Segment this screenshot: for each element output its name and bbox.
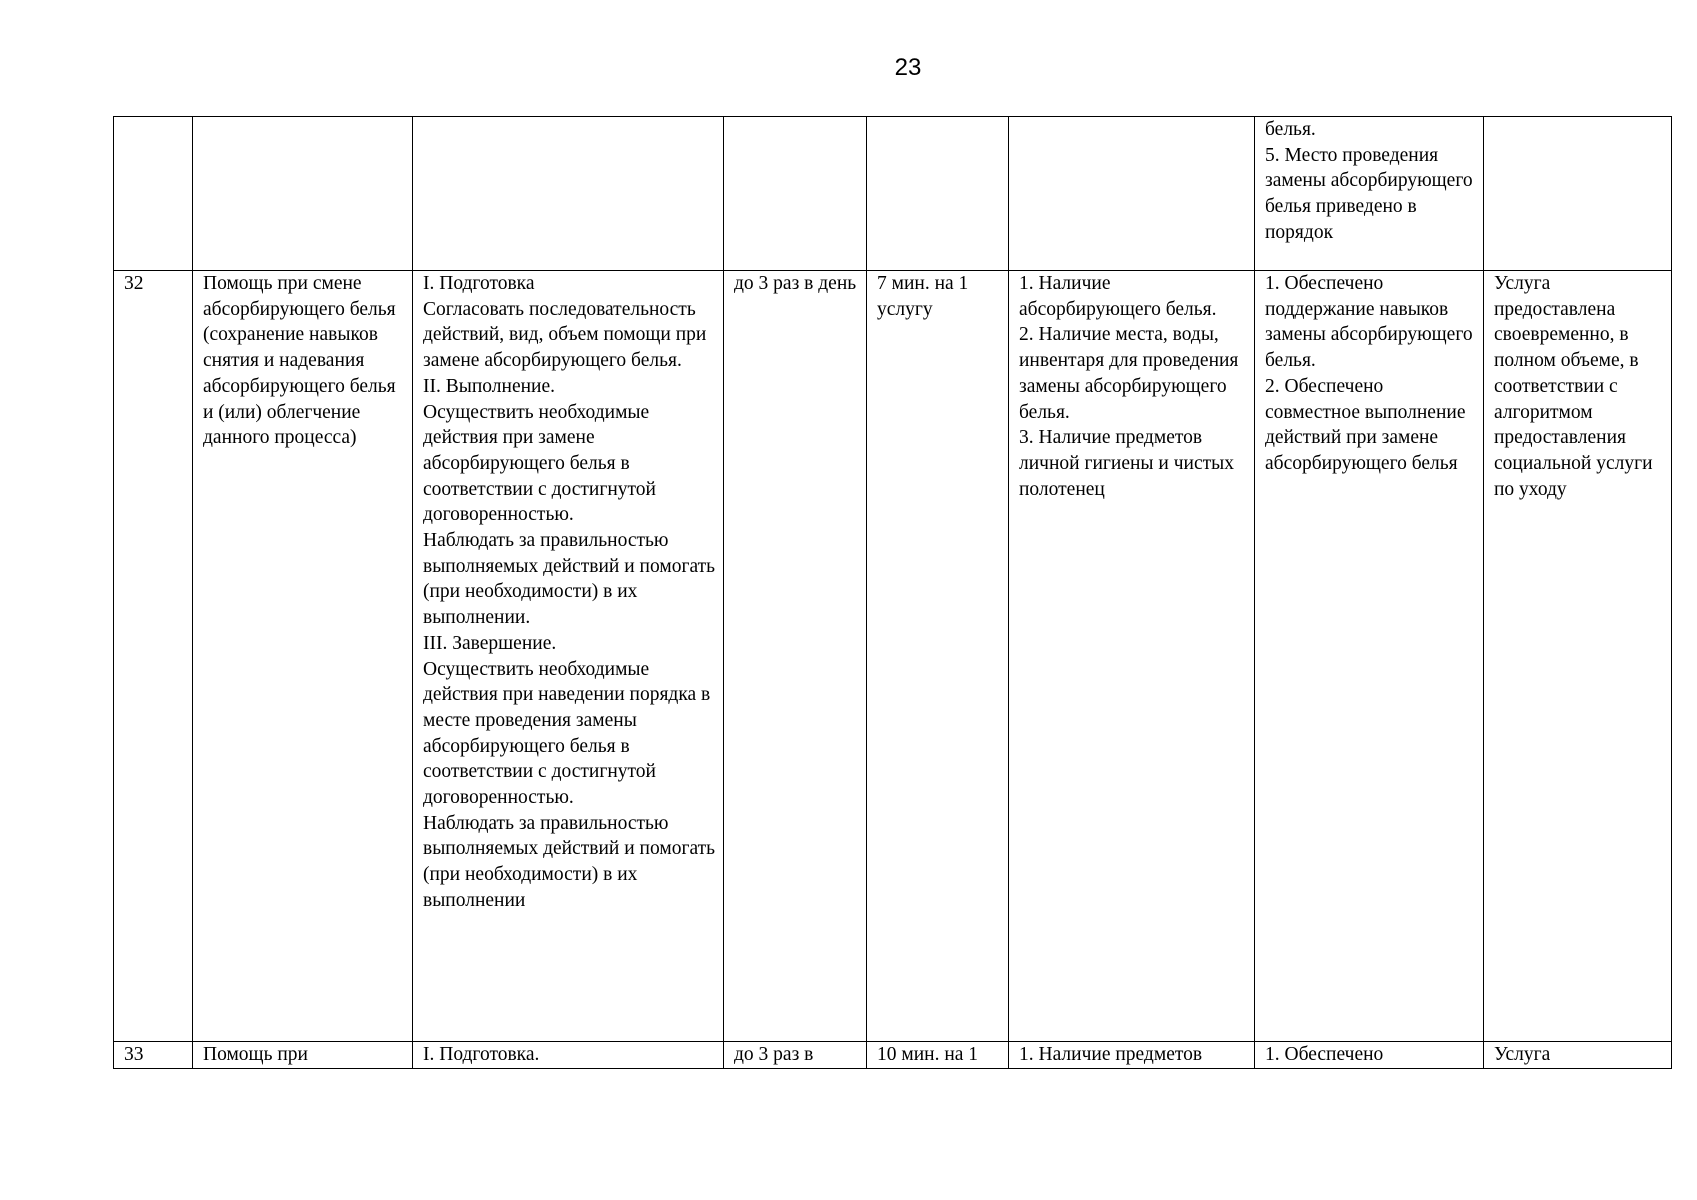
cell-content: I. Подготовка.	[413, 1042, 724, 1069]
cell-num: 33	[114, 1042, 193, 1069]
cell-frequency: до 3 раз в	[724, 1042, 867, 1069]
cell-evaluation	[1484, 117, 1672, 271]
table-row	[114, 271, 1672, 1042]
cell-conditions	[1009, 117, 1255, 271]
cell-evaluation: Услуга	[1484, 1042, 1672, 1069]
cell-time: 7 мин. на 1 услугу	[867, 271, 1009, 1042]
cell-time	[867, 117, 1009, 271]
cell-conditions: 1. Наличие предметов	[1009, 1042, 1255, 1069]
services-table	[113, 116, 1672, 1069]
cell-service: Помощь при смене абсорбирующего белья (сохранение навыков снятия и надевания абсорбирующего белья и (или) облегчение данного процесса)	[193, 271, 413, 1042]
cell-num	[114, 117, 193, 271]
cell-content	[413, 117, 724, 271]
cell-conditions: 1. Наличие абсорбирующего белья. 2. Наличие места, воды, инвентаря для проведения замены абсорбирующего белья. 3. Наличие предметов личной гигиены и чистых полотенец	[1009, 271, 1255, 1042]
table-row	[114, 117, 1672, 271]
cell-indicators: 1. Обеспечено	[1255, 1042, 1484, 1069]
cell-service	[193, 117, 413, 271]
cell-time: 10 мин. на 1	[867, 1042, 1009, 1069]
cell-service: Помощь при	[193, 1042, 413, 1069]
page-number: 23	[894, 54, 922, 81]
table-row	[114, 1042, 1672, 1069]
cell-content: I. Подготовка Согласовать последовательность действий, вид, объем помощи при замене абсорбирующего белья. II. Выполнение. Осуществить необходимые действия при замене абсорбирующего белья в соответствии с достигнутой договоренностью. Наблюдать за правильностью выполняемых действий и помогать (при необходимости) в их выполнении. III. Завершение. Осуществить необходимые действия при наведении порядка в месте проведения замены абсорбирующего белья в соответствии с достигнутой договоренностью. Наблюдать за правильностью выполняемых действий и помогать (при необходимости) в их выполнении	[413, 271, 724, 1042]
cell-evaluation: Услуга предоставлена своевременно, в полном объеме, в соответствии с алгоритмом предоставления социальной услуги по уходу	[1484, 271, 1672, 1042]
cell-indicators: белья. 5. Место проведения замены абсорбирующего белья приведено в порядок	[1255, 117, 1484, 271]
cell-indicators: 1. Обеспечено поддержание навыков замены абсорбирующего белья. 2. Обеспечено совместное выполнение действий при замене абсорбирующего белья	[1255, 271, 1484, 1042]
cell-frequency: до 3 раз в день	[724, 271, 867, 1042]
cell-num: 32	[114, 271, 193, 1042]
cell-frequency	[724, 117, 867, 271]
